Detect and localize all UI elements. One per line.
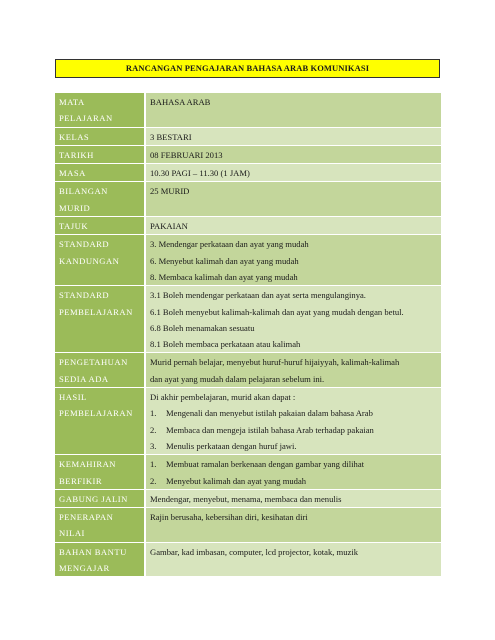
row-label-line: KELAS bbox=[59, 131, 90, 142]
row-label bbox=[55, 164, 145, 182]
row-value bbox=[145, 542, 441, 576]
row-label-line: MASA bbox=[59, 168, 86, 179]
row-label-line: MENGAJAR bbox=[59, 563, 110, 574]
row-value-line: 6.8 Boleh menamakan sesuatu bbox=[150, 322, 255, 333]
list-item-text: Menulis perkataan dengan huruf jawi. bbox=[166, 440, 297, 451]
row-label-line: HASIL bbox=[59, 392, 87, 403]
row-value-line: 6. Menyebut kalimah dan ayat yang mudah bbox=[150, 255, 299, 266]
row-label-line: KEMAHIRAN bbox=[59, 459, 117, 470]
row-value bbox=[145, 489, 441, 507]
row-label bbox=[55, 127, 145, 145]
row-label bbox=[55, 217, 145, 235]
row-value bbox=[145, 164, 441, 182]
row-value-line: 8.1 Boleh membaca perkataan atau kalimah bbox=[150, 339, 301, 350]
table-row bbox=[55, 353, 441, 388]
row-label bbox=[55, 489, 145, 507]
row-label bbox=[55, 182, 145, 217]
list-item-text: Membaca dan mengeja istilah bahasa Arab terhadap pakaian bbox=[166, 424, 374, 435]
row-value-line: 3. Mendengar perkataan dan ayat yang mudah bbox=[150, 239, 309, 250]
row-label-line: STANDARD bbox=[59, 239, 110, 250]
row-label-line: BAHAN BANTU bbox=[59, 546, 127, 557]
row-label-line: STANDARD bbox=[59, 290, 110, 301]
row-label-line: NILAI bbox=[59, 528, 85, 539]
row-value-line: Di akhir pembelajaran, murid akan dapat : bbox=[150, 392, 296, 403]
row-value bbox=[145, 235, 441, 286]
row-value bbox=[145, 182, 441, 217]
table-row bbox=[55, 235, 441, 286]
list-item-text: Menyebut kalimah dan ayat yang mudah bbox=[166, 475, 307, 486]
row-label-line: TARIKH bbox=[59, 149, 94, 160]
table-row bbox=[55, 145, 441, 163]
row-value-line: PAKAIAN bbox=[150, 221, 188, 232]
row-value-line: BAHASA ARAB bbox=[150, 97, 211, 107]
row-value bbox=[145, 508, 441, 543]
row-value-line: dan ayat yang mudah dalam pelajaran sebelum ini. bbox=[150, 373, 325, 384]
row-value-line: Rajin berusaha, kebersihan diri, kesihatan diri bbox=[150, 512, 308, 523]
lesson-plan-table bbox=[55, 92, 441, 576]
list-item bbox=[150, 422, 437, 438]
row-value-line: 3 BESTARI bbox=[150, 131, 192, 142]
list-item-text: Membuat ramalan berkenaan dengan gambar yang dilihat bbox=[166, 459, 365, 470]
table-row bbox=[55, 93, 441, 128]
row-label-line: PEMBELAJARAN bbox=[59, 306, 133, 317]
table-row bbox=[55, 182, 441, 217]
row-value-line: 6.1 Boleh menyebut kalimah-kalimah dan ayat yang mudah dengan betul. bbox=[150, 306, 404, 317]
row-label-line: MURID bbox=[59, 202, 91, 213]
row-value bbox=[145, 286, 441, 353]
row-value bbox=[145, 388, 441, 455]
table-row bbox=[55, 542, 441, 576]
row-value-line: Murid pernah belajar, menyebut huruf-huruf hijaiyyah, kalimah-kalimah bbox=[150, 357, 400, 368]
document-title: RANCANGAN PENGAJARAN BAHASA ARAB KOMUNIKASI bbox=[55, 59, 440, 78]
row-value-line: Mendengar, menyebut, menama, membaca dan menulis bbox=[150, 493, 342, 504]
list-item-number: 3. bbox=[150, 440, 157, 451]
table-row bbox=[55, 508, 441, 543]
row-label-line: PELAJARAN bbox=[59, 113, 113, 124]
list-item bbox=[150, 405, 437, 421]
row-value-line: 3.1 Boleh mendengar perkataan dan ayat serta mengulanginya. bbox=[150, 290, 366, 301]
row-value bbox=[145, 93, 441, 128]
row-label-line: GABUNG JALIN bbox=[59, 493, 128, 504]
list-item bbox=[150, 438, 437, 454]
list-item-number: 1. bbox=[150, 408, 157, 419]
row-value-line: 25 MURID bbox=[150, 186, 190, 197]
table-row bbox=[55, 127, 441, 145]
table-row bbox=[55, 217, 441, 235]
table-row bbox=[55, 388, 441, 455]
row-value-line: Gambar, kad imbasan, computer, lcd projector, kotak, muzik bbox=[150, 546, 359, 557]
row-label bbox=[55, 93, 145, 128]
row-label-line: MATA bbox=[59, 97, 85, 107]
row-value-line: 08 FEBRUARI 2013 bbox=[150, 149, 223, 160]
list-item bbox=[150, 456, 437, 472]
row-label bbox=[55, 286, 145, 353]
row-label bbox=[55, 455, 145, 490]
row-value bbox=[145, 455, 441, 490]
row-label bbox=[55, 508, 145, 543]
table-row bbox=[55, 489, 441, 507]
list-item-text: Mengenali dan menyebut istilah pakaian dalam bahasa Arab bbox=[166, 408, 373, 419]
row-value bbox=[145, 217, 441, 235]
row-value-line: 8. Membaca kalimah dan ayat yang mudah bbox=[150, 271, 298, 282]
row-label-line: BERFIKIR bbox=[59, 475, 103, 486]
row-value bbox=[145, 145, 441, 163]
list-item-number: 2. bbox=[150, 475, 157, 486]
row-label-line: KANDUNGAN bbox=[59, 255, 120, 266]
table-row bbox=[55, 455, 441, 490]
row-label bbox=[55, 353, 145, 388]
row-label-line: TAJUK bbox=[59, 221, 89, 232]
row-label-line: PENERAPAN bbox=[59, 512, 114, 523]
row-value bbox=[145, 127, 441, 145]
list-item-number: 2. bbox=[150, 424, 157, 435]
row-value bbox=[145, 353, 441, 388]
list-item bbox=[150, 473, 437, 489]
list-item-number: 1. bbox=[150, 459, 157, 470]
row-label-line: SEDIA ADA bbox=[59, 373, 109, 384]
row-label bbox=[55, 388, 145, 455]
row-label-line: PENGETAHUAN bbox=[59, 357, 128, 368]
row-label bbox=[55, 235, 145, 286]
row-label bbox=[55, 145, 145, 163]
row-label bbox=[55, 542, 145, 576]
row-label-line: BILANGAN bbox=[59, 186, 108, 197]
table-row bbox=[55, 286, 441, 353]
row-value-line: 10.30 PAGI – 11.30 (1 JAM) bbox=[150, 168, 250, 179]
row-label-line: PEMBELAJARAN bbox=[59, 408, 133, 419]
table-row bbox=[55, 164, 441, 182]
